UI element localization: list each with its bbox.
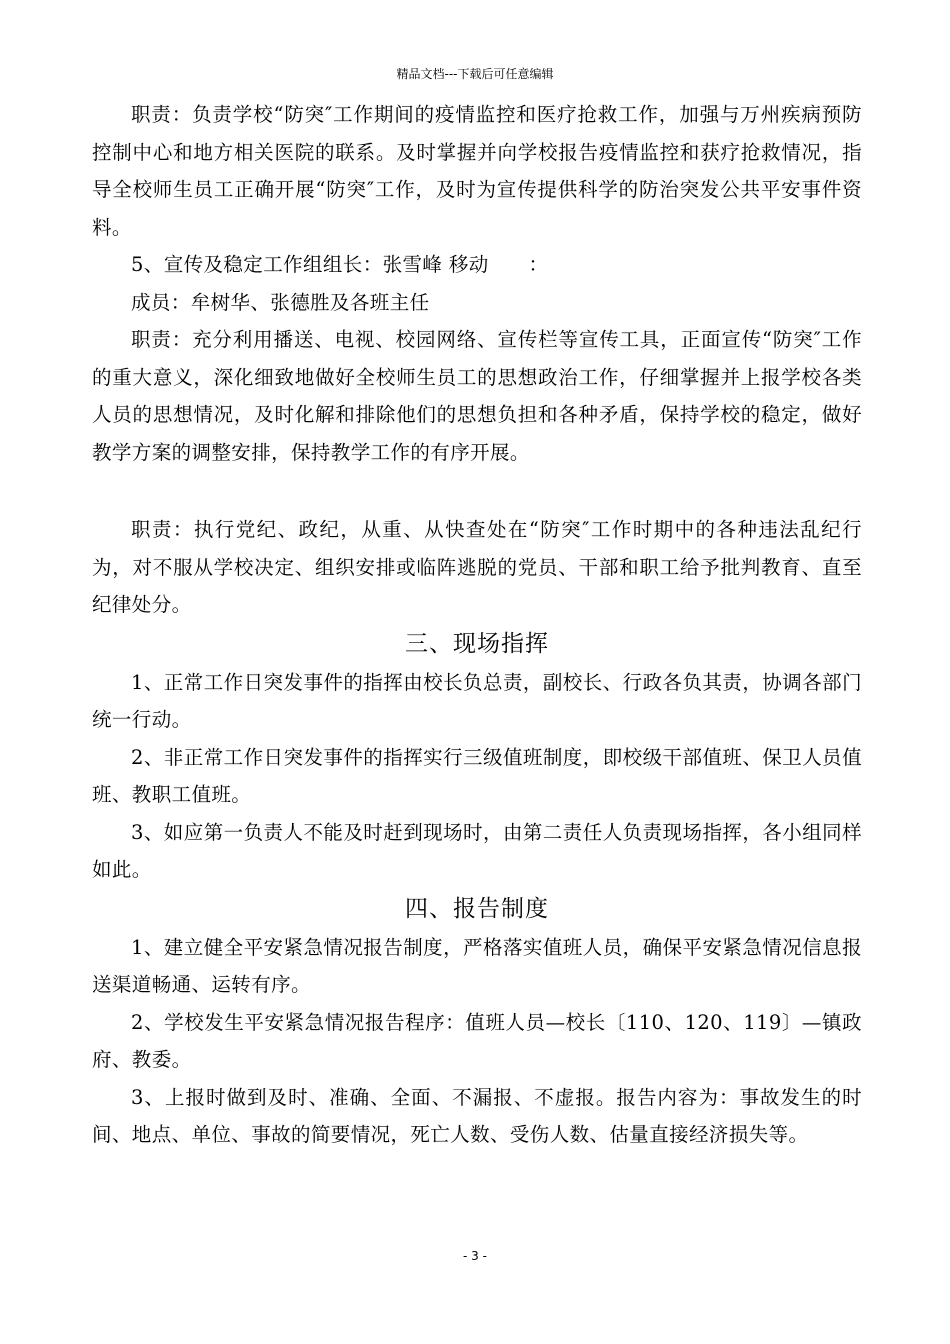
section-heading-reporting-system: 四、报告制度 — [405, 895, 549, 922]
section-heading-on-site-command: 三、现场指挥 — [405, 630, 549, 657]
list-item-report-2: 2、学校发生平安紧急情况报告程序：值班人员—校长〔110、120、119〕—镇政府、教委。 — [92, 1010, 862, 1071]
list-item-report-3: 3、上报时做到及时、准确、全面、不漏报、不虚报。报告内容为：事故发生的时间、地点、单位、事故的简要情况，死亡人数、受伤人数、估量直接经济损失等。 — [92, 1085, 862, 1146]
blank-gap — [92, 471, 862, 511]
paragraph-publicity-duty: 职责：充分利用播送、电视、校园网络、宣传栏等宣传工具，正面宣传“防突″工作的重大意义，深化细致地做好全校师生员工的思想政治工作，仔细掌握并上报学校各类人员的思想情况，及时化解和排除他们的思想负担和各种矛盾，保持学校的稳定，做好教学方案的调整安排，保持教学工作的有序开展。 — [92, 328, 862, 464]
document-body — [92, 96, 862, 1154]
paragraph-medical-duty: 职责：负责学校“防突″工作期间的疫情监控和医疗抢救工作，加强与万州疾病预防控制中心和地方相关医院的联系。及时掌握并向学校报告疫情监控和获疗抢救情况，指导全校师生员工正确开展“防突″工作，及时为宣传提供科学的防治突发公共平安事件资料。 — [92, 103, 862, 239]
list-item-report-1: 1、建立健全平安紧急情况报告制度，严格落实值班人员，确保平安紧急情况信息报送渠道畅通、运转有序。 — [92, 935, 862, 996]
paragraph-discipline-duty: 职责：执行党纪、政纪，从重、从快查处在“防突″工作时期中的各种违法乱纪行为，对不服从学校决定、组织安排或临阵逃脱的党员、干部和职工给予批判教育、直至纪律处分。 — [92, 518, 862, 616]
paragraph-publicity-group-members: 成员：牟树华、张德胜及各班主任 — [131, 290, 430, 314]
list-item-command-2: 2、非正常工作日突发事件的指挥实行三级值班制度，即校级干部值班、保卫人员值班、教职工值班。 — [92, 745, 862, 806]
list-item-command-1: 1、正常工作日突发事件的指挥由校长负总责，副校长、行政各负其责，协调各部门统一行动。 — [92, 670, 862, 731]
page-header: 精品文档---下载后可任意编辑 — [396, 67, 554, 81]
page-number: - 3 - — [463, 1249, 487, 1263]
paragraph-publicity-group-leader: 5、宣传及稳定工作组组长：张雪峰 移动 ： — [131, 253, 549, 276]
list-item-command-3: 3、如应第一负责人不能及时赶到现场时，由第二责任人负责现场指挥，各小组同样如此。 — [92, 820, 862, 881]
